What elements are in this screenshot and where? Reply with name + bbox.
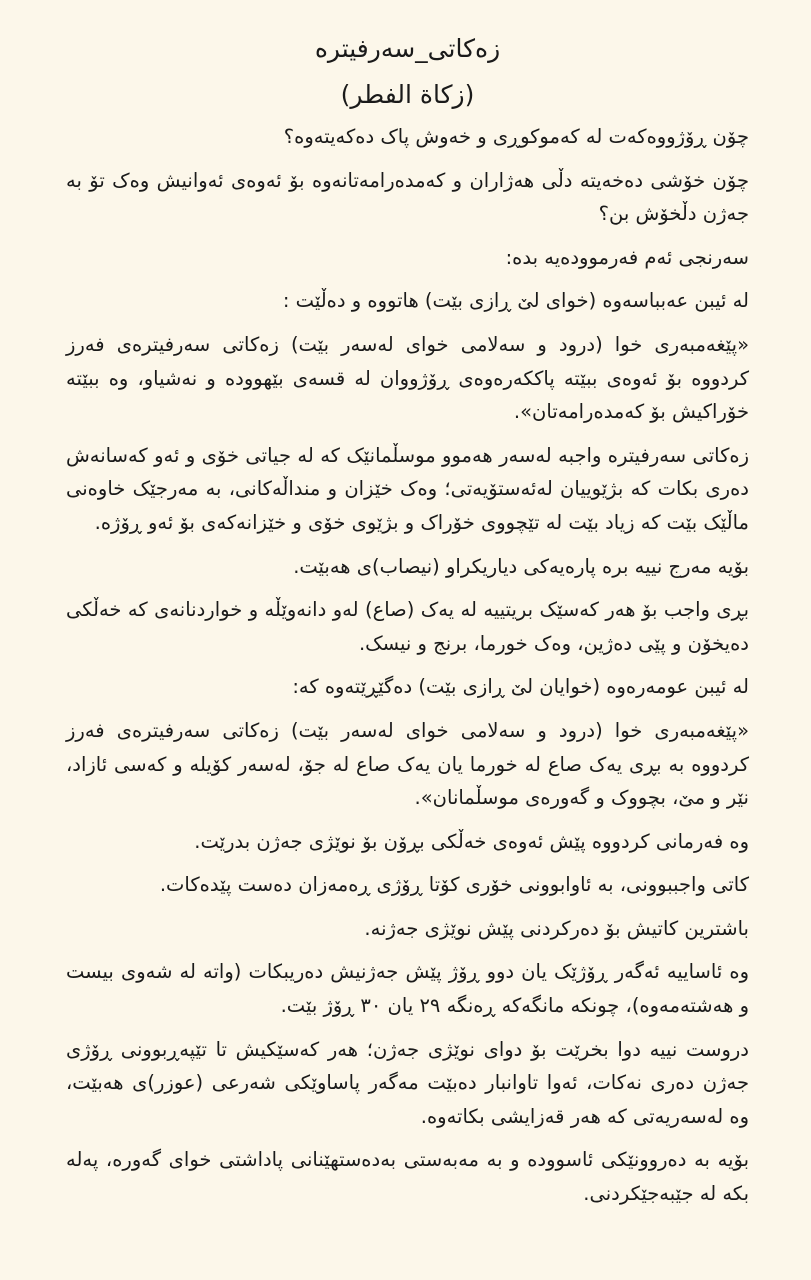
document-subtitle: (زكاة الفطر) — [340, 80, 475, 109]
paragraph-question-purify: چۆن ڕۆژووەکەت لە کەموکوڕی و خەوش پاک دەکەیتەوە؟ — [283, 125, 749, 148]
paragraph-ibn-umar-intro: لە ئیبن عومەرەوە (خوایان لێ ڕازی بێت) دەگێڕێتەوە کە: — [292, 675, 749, 699]
document-title: زەکاتی_سەرفیترە — [314, 34, 501, 63]
paragraph-before-prayer: وە فەرمانی کردووە پێش ئەوەی خەڵکی بڕۆن بۆ نوێژی جەژن بدرێت. — [194, 829, 749, 853]
paragraph-amount: بڕی واجب بۆ هەر کەسێک بریتییە لە یەک (صاع) لەو دانەوێڵە و خواردنانەی کە خەڵکی دەیخۆن و پێی دەژین، وەک خورما، برنج و نیسک. — [66, 598, 749, 655]
paragraph-reflect: سەرنجی ئەم فەرموودەیە بدە: — [505, 245, 749, 269]
paragraph-closing: بۆیە بە دەروونێکی ئاسوودە و بە مەبەستی بەدەستهێنانی پاداشتی خوای گەورە، پەلە بکە لە جێبەجێکردنی. — [66, 1148, 749, 1206]
paragraph-ibn-abbas-intro: لە ئیبن عەبباسەوە (خوای لێ ڕازی بێت) هاتووە و دەڵێت : — [282, 289, 749, 313]
paragraph-delay-ruling: دروست نییە دوا بخرێت بۆ دوای نوێژی جەژن؛ هەر کەسێکیش تا تێپەڕبوونی ڕۆژی جەژن دەری نەکات، ئەوا تاوانبار دەبێت مەگەر پاساوێکی شەرعی (عوزر)ی هەبێت، وە لەسەریەتی کە هەر قەزایشی بکاتەوە. — [66, 1037, 749, 1128]
paragraph-obligation: زەکاتی سەرفیترە واجبە لەسەر هەموو موسڵمانێک کە لە جیاتی خۆی و ئەو کەسانەش دەری بکات کە بژێوییان لەئەستۆیەتی؛ وەک خێزان و منداڵەکانی، بە مەرجێک خاوەنی ماڵێک بێت کە زیاد بێت لە تێچووی خۆراک و بژێوی خۆی و خێزانەکەی بۆ ئەو ڕۆژە. — [66, 443, 749, 534]
paragraph-hadith-ibn-umar: «پێغەمبەری خوا (درود و سەلامی خوای لەسەر بێت) زەکاتی سەرفیترەی فەرز کردووە بە بڕی یەک صاع لە خورما یان یەک صاع لە جۆ، لەسەر کۆیلە و کەسی ئازاد، نێر و مێ، بچووک و گەورەی موسڵمانان». — [66, 718, 749, 810]
paragraph-early-payment: وە ئاساییە ئەگەر ڕۆژێک یان دوو ڕۆژ پێش جەژنیش دەریبکات (واتە لە شەوی بیست و هەشتەمەوە)، چونکە مانگەکە ڕەنگە ٢٩ یان ٣٠ ڕۆژ بێت. — [66, 960, 749, 1018]
paragraph-nisab: بۆیە مەرج نییە برە پارەیەکی دیاریکراو (نیصاب)ی هەبێت. — [293, 554, 749, 578]
paragraph-question-joy: چۆن خۆشی دەخەیتە دڵی هەژاران و کەمدەرامەتانەوە بۆ ئەوەی ئەوانیش وەک تۆ بە جەژن دڵخۆش بن؟ — [66, 168, 749, 226]
paragraph-due-time: کاتی واجببوونی، بە ئاوابوونی خۆری کۆتا ڕۆژی ڕەمەزان دەست پێدەکات. — [159, 873, 749, 897]
paragraph-best-time: باشترین کاتیش بۆ دەرکردنی پێش نوێژی جەژنە. — [364, 916, 749, 940]
paragraph-hadith-ibn-abbas: «پێغەمبەری خوا (درود و سەلامی خوای لەسەر بێت) زەکاتی سەرفیترەی فەرز کردووە بۆ ئەوەی ببێتە پاککەرەوەی ڕۆژووان لە قسەی بێهوودە و نەشیاو، وە ببێتە خۆراکیش بۆ کەمدەرامەتان». — [66, 332, 749, 424]
